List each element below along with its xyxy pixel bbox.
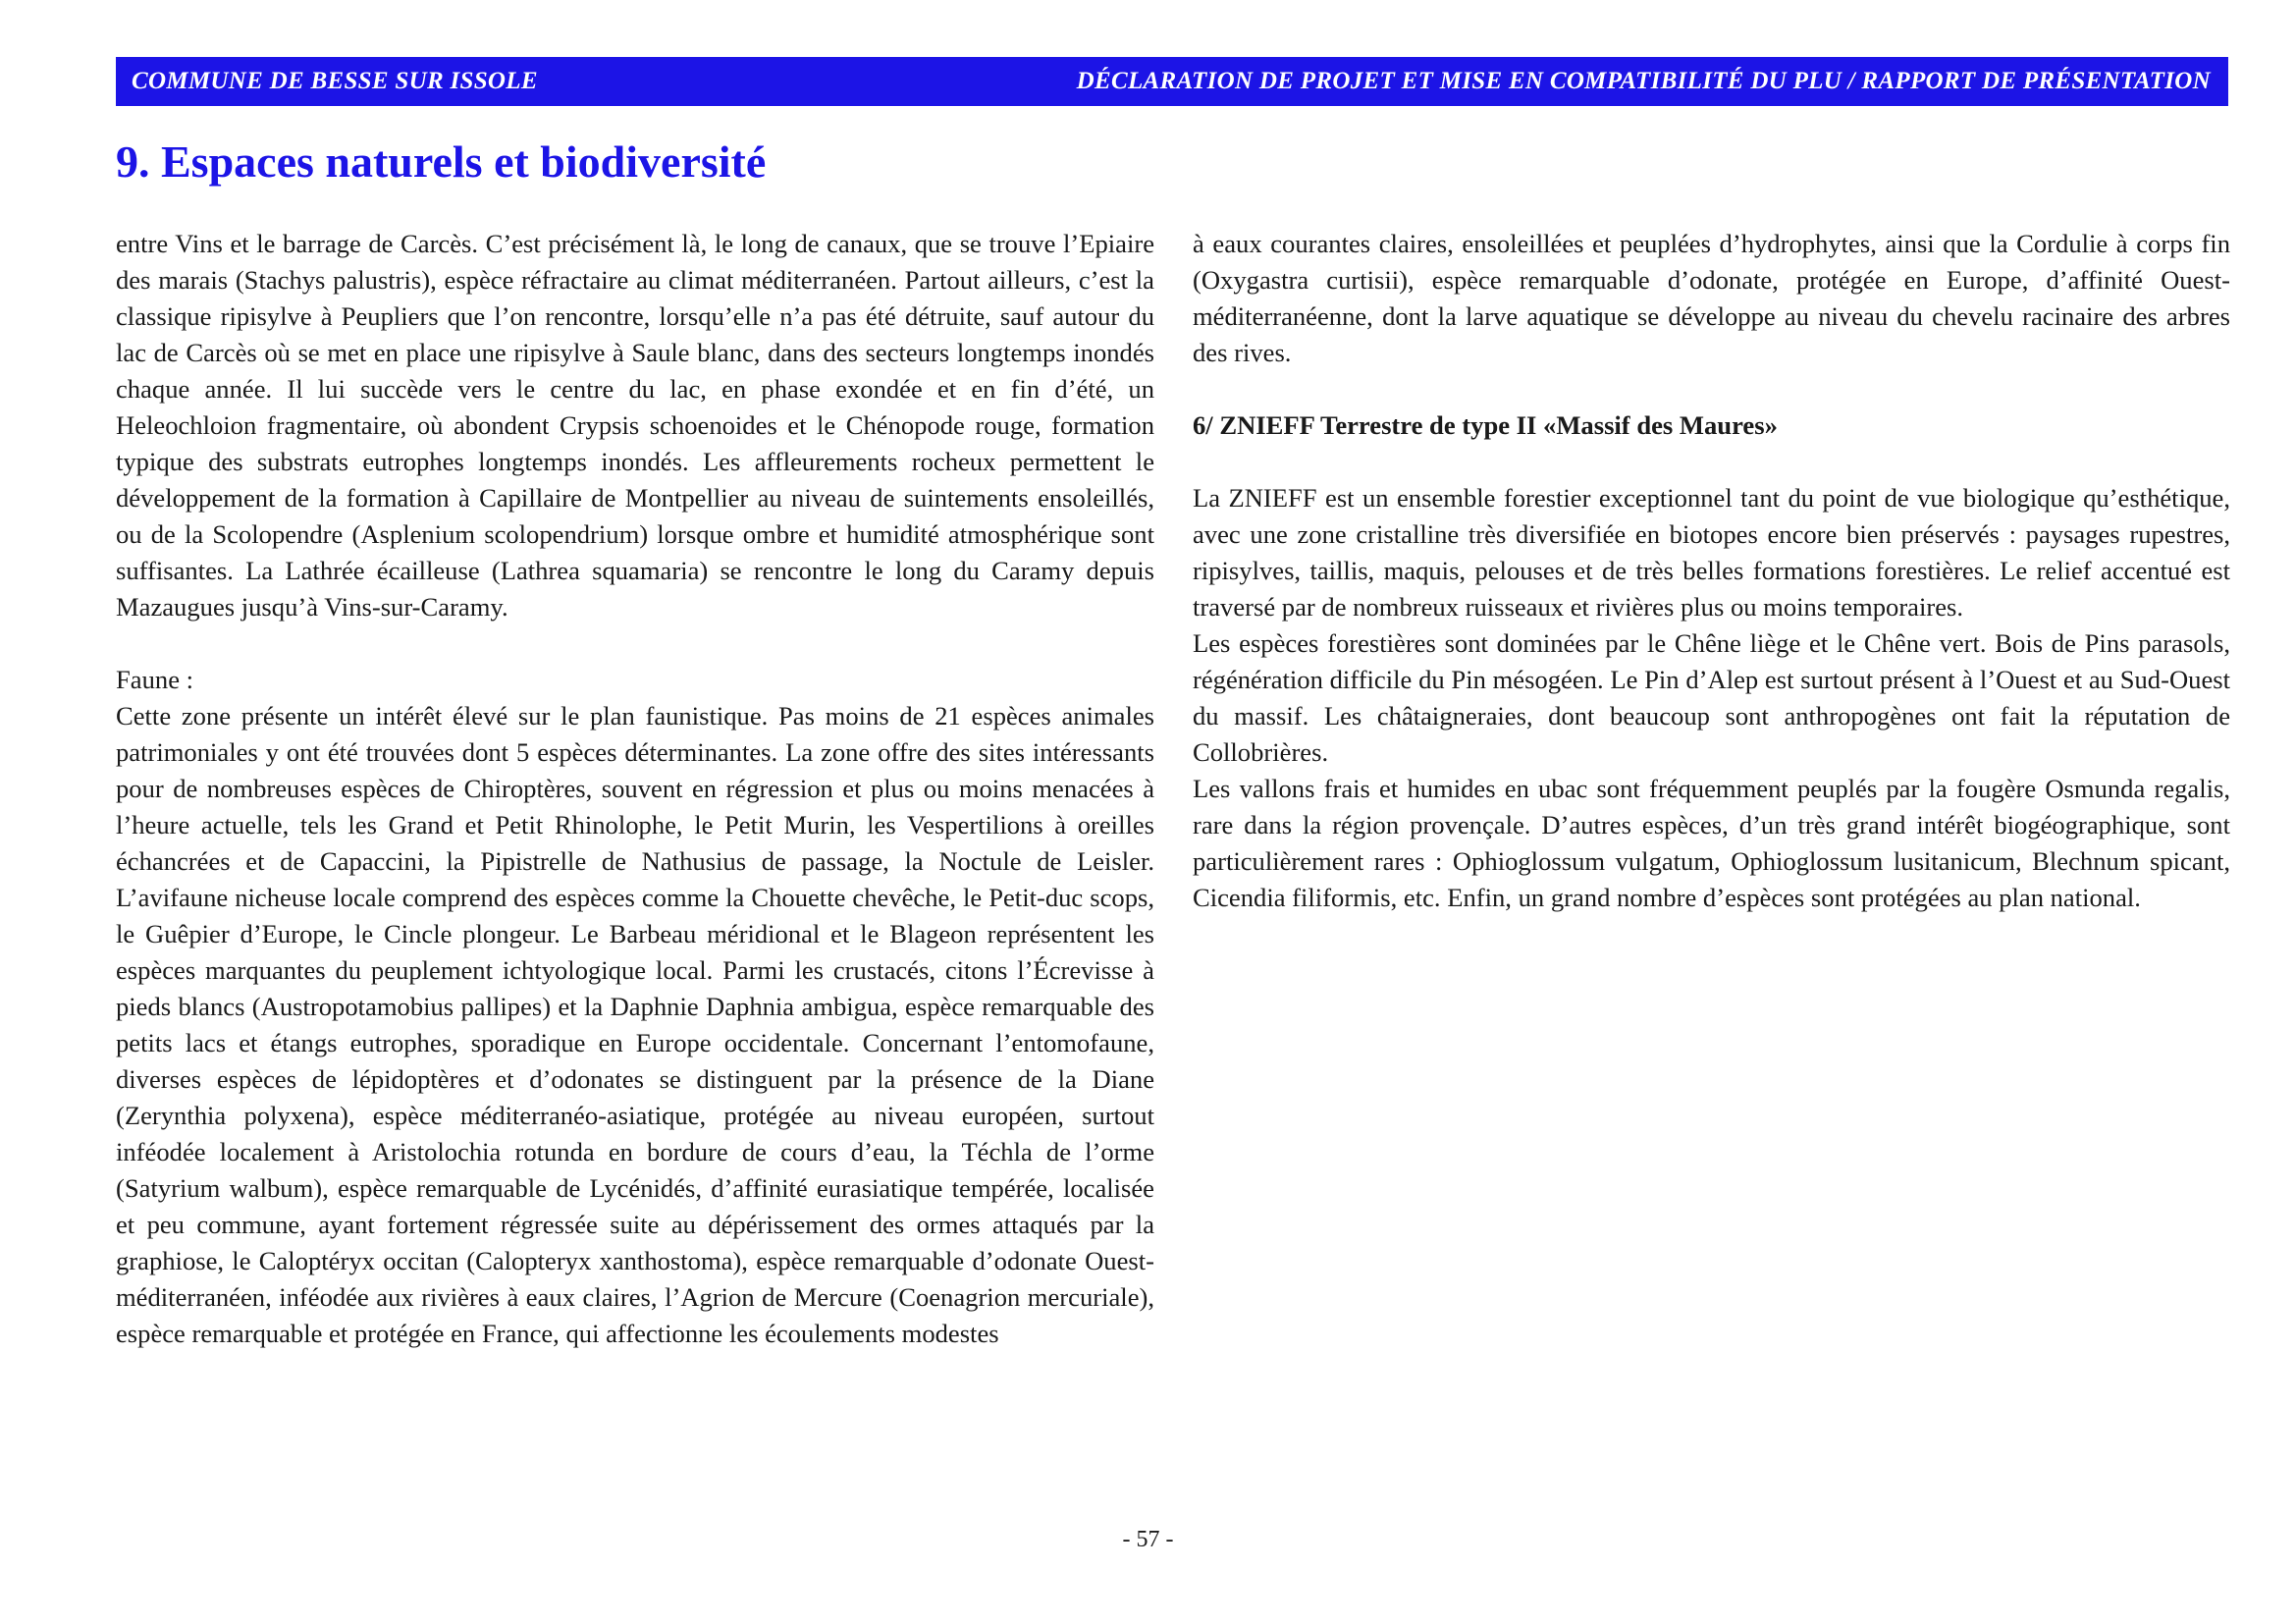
page-title: 9. Espaces naturels et biodiversité xyxy=(116,136,767,187)
header-bar xyxy=(116,57,2228,106)
paragraph-fauna-continued: à eaux courantes claires, ensoleillées et peuplées d’hydrophytes, ainsi que la Cordulie à corps fin (Oxygastra curtisii), espèce remarquable d’odonate, protégée en Europe, d’affinité Ouest-méditerranéenne, dont la larve aquatique se développe au niveau du chevelu racinaire des arbres des rives. xyxy=(1193,229,2230,367)
left-column xyxy=(116,226,1154,1352)
paragraph-flora: entre Vins et le barrage de Carcès. C’est précisément là, le long de canaux, que se trouve l’Epiaire des marais (Stachys palustris), espèce réfractaire au climat méditerranéen. Partout ailleurs, c’est la classique ripisylve à Peupliers que l’on rencontre, lorsqu’elle n’a pas été détruite, sauf autour du lac de Carcès où se met en place une ripisylve à Saule blanc, dans des secteurs longtemps inondés chaque année. Il lui succède vers le centre du lac, en phase exondée et en fin d’été, un Heleochloion fragmentaire, où abondent Crypsis schoenoides et le Chénopode rouge, formation typique des substrats eutrophes longtemps inondés. Les affleurements rocheux permettent le développement de la formation à Capillaire de Montpellier au niveau de suintements ensoleillés, ou de la Scolopendre (Asplenium scolopendrium) lorsque ombre et humidité atmosphérique sont suffisantes. La Lathrée écailleuse (Lathrea squamaria) se rencontre le long du Caramy depuis Mazaugues jusqu’à Vins-sur-Caramy. xyxy=(116,229,1154,622)
paragraph-forest-species: Les espèces forestières sont dominées par le Chêne liège et le Chêne vert. Bois de Pins parasols, régénération difficile du Pin mésogéen. Le Pin d’Alep est surtout présent à l’Ouest et au Sud-Ouest du massif. Les châtaigneraies, dont beaucoup sont anthropogènes ont fait la réputation de Collobrières. xyxy=(1193,628,2230,767)
section-heading-znieff: 6/ ZNIEFF Terrestre de type II «Massif des Maures» xyxy=(1193,410,1778,440)
paragraph-fauna: Cette zone présente un intérêt élevé sur le plan faunistique. Pas moins de 21 espèces animales patrimoniales y ont été trouvées dont 5 espèces déterminantes. La zone offre des sites intéressants pour de nombreuses espèces de Chiroptères, souvent en régression et plus ou moins menacées à l’heure actuelle, tels les Grand et Petit Rhinolophe, le Petit Murin, les Vespertilions à oreilles échancrées et de Capaccini, la Pipistrelle de Nathusius de passage, la Noctule de Leisler. L’avifaune nicheuse locale comprend des espèces comme la Chouette chevêche, le Petit-duc scops, le Guêpier d’Europe, le Cincle plongeur. Le Barbeau méridional et le Blageon représentent les espèces marquantes du peuplement ichtyologique local. Parmi les crustacés, citons l’Écrevisse à pieds blancs (Austropotamobius pallipes) et la Daphnie Daphnia ambigua, espèce remarquable des petits lacs et étangs eutrophes, sporadique en Europe occidentale. Concernant l’entomofaune, diverses espèces de lépidoptères et d’odonates se distinguent par la présence de la Diane (Zerynthia polyxena), espèce méditerranéo-asiatique, protégée au niveau européen, surtout inféodée localement à Aristolochia rotunda en bordure de cours d’eau, la Téchla de l’orme (Satyrium walbum), espèce remarquable de Lycénidés, d’affinité eurasiatique tempérée, localisée et peu commune, ayant fortement régressée suite au dépérissement des ormes attaqués par la graphiose, le Caloptéryx occitan (Calopteryx xanthostoma), espèce remarquable d’odonate Ouest-méditerranéen, inféodée aux rivières à eaux claires, l’Agrion de Mercure (Coenagrion mercuriale), espèce remarquable et protégée en France, qui affectionne les écoulements modestes xyxy=(116,701,1154,1348)
header-document-title: DÉCLARATION DE PROJET ET MISE EN COMPATIBILITÉ DU PLU / RAPPORT DE PRÉSENTATION xyxy=(1076,68,2211,94)
paragraph-gap xyxy=(1193,444,2230,480)
paragraph-znieff-intro: La ZNIEFF est un ensemble forestier exceptionnel tant du point de vue biologique qu’esthétique, avec une zone cristalline très diversifiée en biotopes encore bien préservés : paysages rupestres, ripisylves, taillis, maquis, pelouses et de très belles formations forestières. Le relief accentué est traversé par de nombreux ruisseaux et rivières plus ou moins temporaires. xyxy=(1193,483,2230,622)
paragraph-gap xyxy=(1193,371,2230,407)
page-number: - 57 - xyxy=(1122,1527,1174,1552)
faune-label: Faune : xyxy=(116,665,194,694)
header-commune: COMMUNE DE BESSE SUR ISSOLE xyxy=(132,68,538,94)
paragraph-rare-species: Les vallons frais et humides en ubac sont fréquemment peuplés par la fougère Osmunda regalis, rare dans la région provençale. D’autres espèces, d’un très grand intérêt biogéographique, sont particulièrement rares : Ophioglossum vulgatum, Ophioglossum lusitanicum, Blechnum spicant, Cicendia filiformis, etc. Enfin, un grand nombre d’espèces sont protégées au plan national. xyxy=(1193,774,2230,912)
right-column xyxy=(1193,226,2230,916)
paragraph-gap xyxy=(116,625,1154,662)
